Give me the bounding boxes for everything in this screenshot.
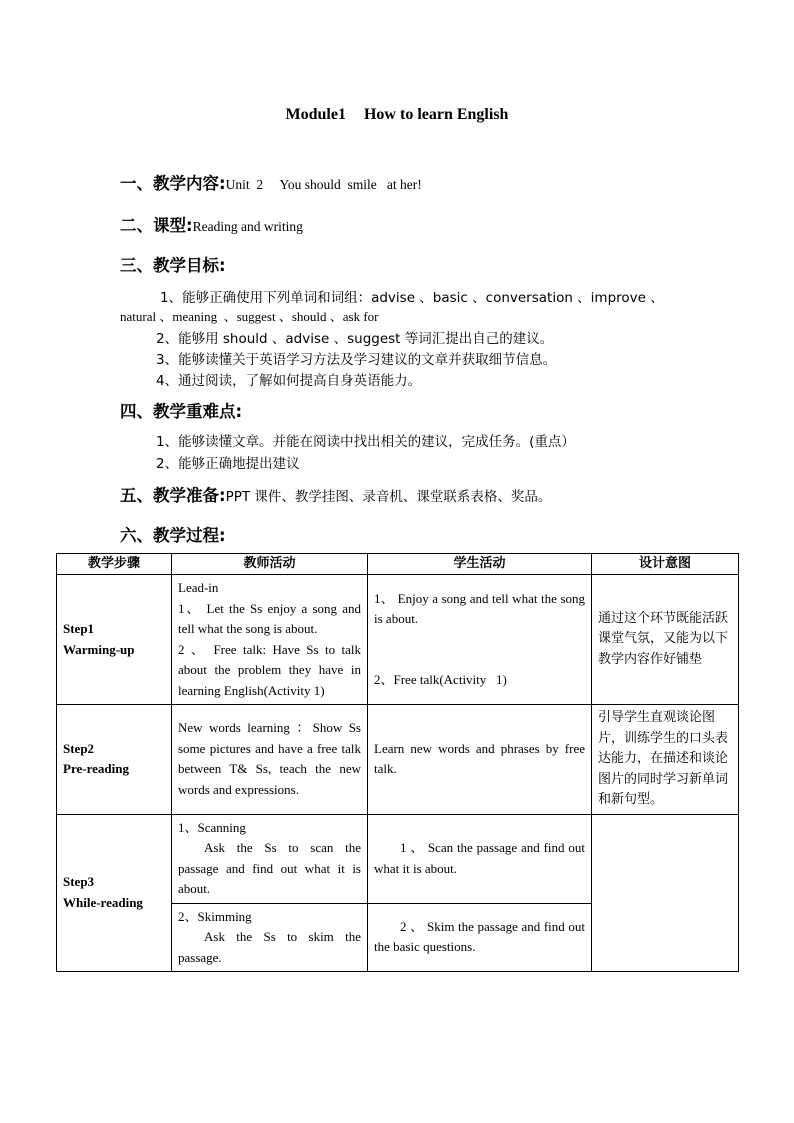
section-objectives — [120, 252, 226, 276]
title-topic: How to learn English — [363, 106, 509, 123]
step3-teacher-scanning — [172, 814, 368, 903]
section-lesson-type — [120, 212, 303, 236]
key-point-2: 2、能够正确地提出建议 — [156, 456, 300, 472]
section-lesson-type-heading: 二、课型: — [120, 216, 193, 235]
header-intent: 设计意图 — [592, 554, 739, 575]
step3-intent — [592, 814, 739, 972]
table-row-step3a — [57, 814, 739, 903]
step1-student — [368, 575, 592, 705]
step1-teacher-leadin: Lead-in — [178, 580, 219, 595]
step2-label: Step2 — [63, 740, 95, 756]
step1-student-freetalk: 2、Free talk(Activity 1) — [374, 671, 507, 687]
title-module: Module1 — [285, 106, 346, 123]
section-content-value: Unit 2 You should smile at her! — [225, 177, 422, 192]
header-teacher: 教师活动 — [172, 554, 368, 575]
objective-2: 2、能够用 should 、advise 、suggest 等词汇提出自己的建议。 — [156, 331, 554, 347]
section-lesson-type-value: Reading and writing — [192, 219, 303, 234]
step3-stage: While-reading — [63, 894, 143, 910]
section-preparation-heading: 五、教学准备: — [120, 486, 226, 505]
step1-stage: Warming-up — [63, 641, 135, 657]
step1-student-song: 1、 Enjoy a song and tell what the song is about. — [374, 590, 585, 627]
step3-teacher-skimming — [172, 903, 368, 972]
header-step: 教学步骤 — [57, 554, 172, 575]
objective-1-continued: natural 、meaning 、suggest 、should 、ask for — [120, 309, 379, 324]
step2-stage: Pre-reading — [63, 761, 129, 777]
step1-teacher-song: 1、 Let the Ss enjoy a song and tell what the song is about. — [178, 600, 361, 636]
step2-cell — [57, 705, 172, 815]
section-objectives-heading: 三、教学目标: — [120, 256, 226, 275]
process-table — [56, 553, 739, 972]
step2-teacher: New words learning ：Show Ss some pictures and have a free talk between T& Ss, teach the new words and expressions. — [172, 705, 368, 815]
header-student: 学生活动 — [368, 554, 592, 575]
section-content — [120, 170, 422, 194]
section-process-heading: 六、教学过程: — [120, 526, 226, 545]
step2-intent: 引导学生直观谈论图片，训练学生的口头表达能力，在描述和谈论图片的同时学习新单词和新句型。 — [592, 705, 739, 815]
step3-student-scan: 1 、 Scan the passage and find out what it is about. — [368, 814, 592, 903]
step1-label: Step1 — [63, 621, 95, 636]
objective-3: 3、能够读懂关于英语学习方法及学习建议的文章并获取细节信息。 — [156, 352, 557, 368]
key-point-1: 1、能够读懂文章。并能在阅读中找出相关的建议，完成任务。(重点） — [156, 434, 575, 450]
section-preparation — [120, 482, 551, 506]
section-process — [120, 522, 226, 546]
step3-cell — [57, 814, 172, 972]
step3-skimming-title: 2、Skimming — [178, 908, 252, 924]
objective-4: 4、通过阅读，了解如何提高自身英语能力。 — [156, 373, 422, 389]
section-key-points — [120, 398, 242, 422]
objective-1: 1、能够正确使用下列单词和词组：advise 、basic 、conversation 、improve 、 — [160, 290, 664, 306]
section-key-points-heading: 四、教学重难点: — [120, 402, 243, 421]
section-content-heading: 一、教学内容: — [120, 174, 226, 193]
step1-teacher-freetalk: 2 、 Free talk: Have Ss to talk about the problem they have in learning English(Activity 1) — [178, 641, 361, 698]
step1-teacher — [172, 575, 368, 705]
step3-scanning-title: 1、Scanning — [178, 819, 246, 835]
table-row-step1 — [57, 575, 739, 705]
table-header-row — [57, 554, 739, 575]
table-row-step2 — [57, 705, 739, 815]
step1-intent: 通过这个环节既能活跃课堂气氛，又能为以下教学内容作好铺垫 — [592, 575, 739, 705]
step3-student-skim: 2 、 Skim the passage and find out the basic questions. — [368, 903, 592, 972]
step3-label: Step3 — [63, 874, 95, 890]
step3-scanning-body: Ask the Ss to scan the passage and find out what it is about. — [178, 840, 361, 896]
document-title — [0, 106, 794, 124]
section-preparation-value: PPT 课件、教学挂图、录音机、课堂联系表格、奖品。 — [225, 489, 552, 505]
step1-cell — [57, 575, 172, 705]
step2-student: Learn new words and phrases by free talk. — [368, 705, 592, 815]
step3-skimming-body: Ask the Ss to skim the passage. — [178, 929, 361, 965]
